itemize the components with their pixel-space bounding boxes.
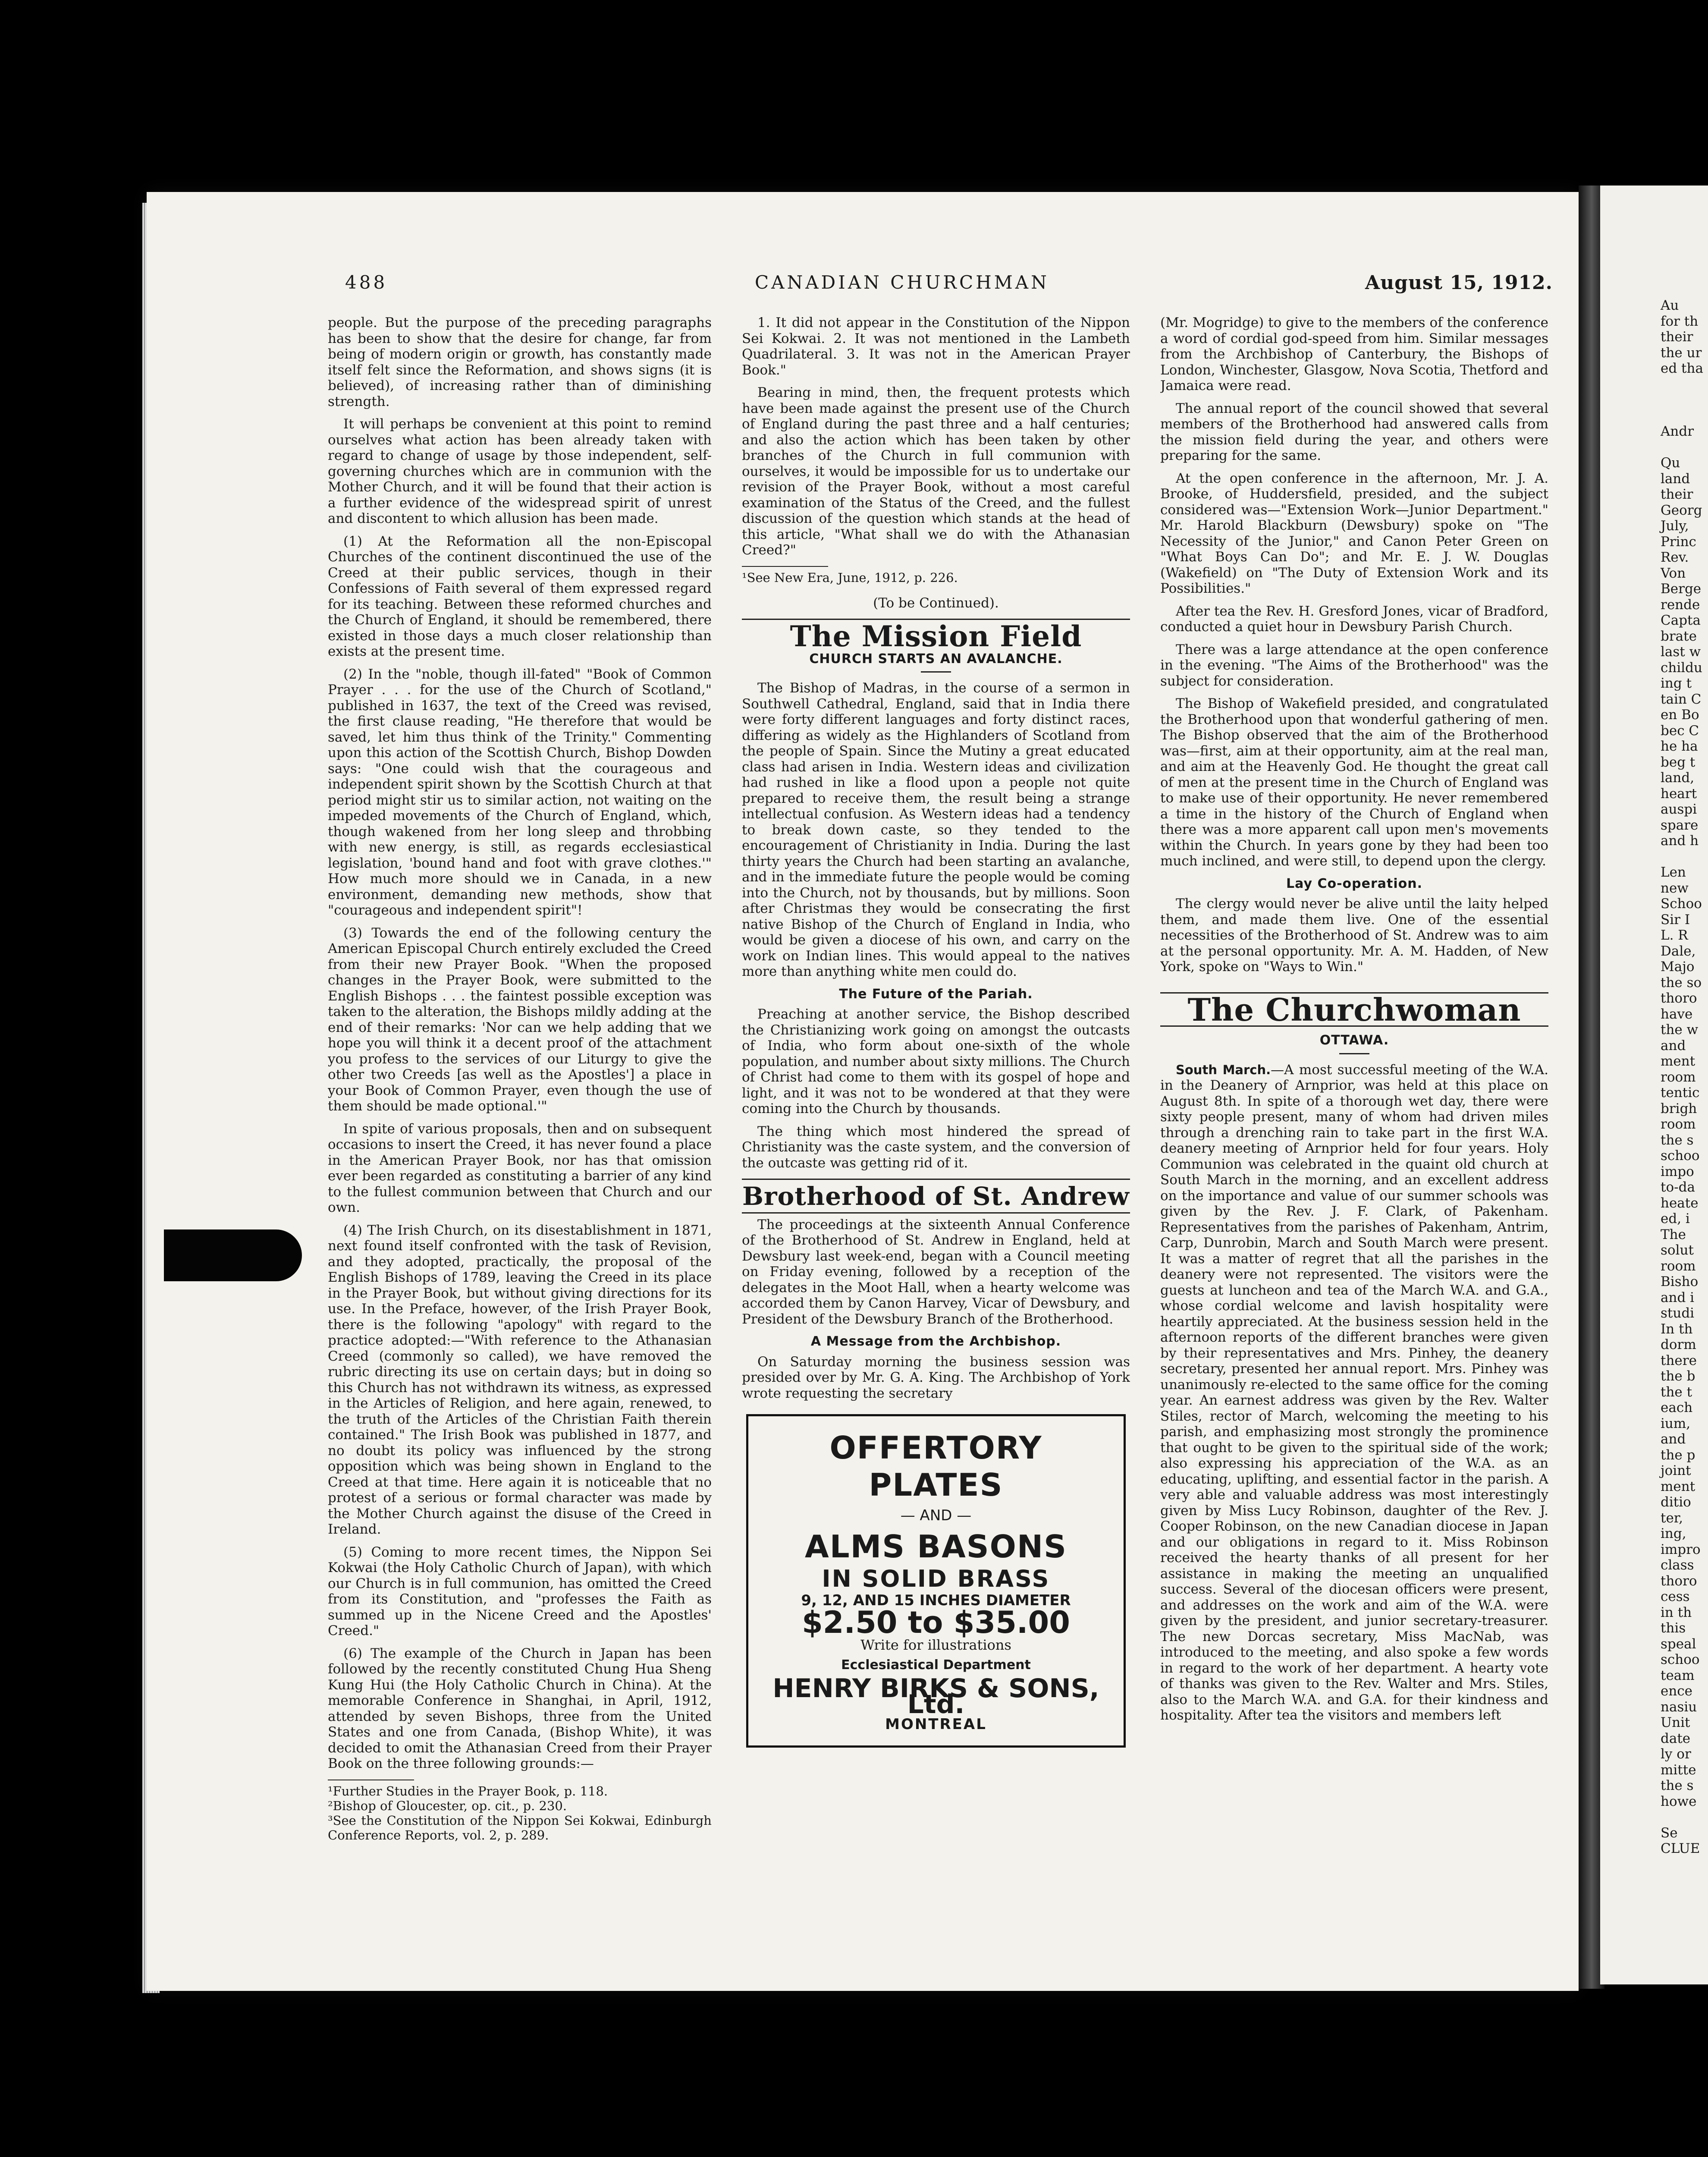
- paragraph: (5) Coming to more recent times, the Nippon Sei Kokwai (the Holy Catholic Church of Japan), with which our Church is in full communion, has omitted the Creed from its Constitution, and "professes the Faith as summed up in the Nicene Creed and the Apostles' Creed.": [328, 1544, 712, 1638]
- next-page-line: en Bo: [1661, 707, 1699, 723]
- next-page-line: and: [1661, 1431, 1686, 1447]
- next-page-line: July,: [1661, 518, 1689, 534]
- issue-date: August 15, 1912.: [1365, 272, 1553, 294]
- next-page-line: beg t: [1661, 754, 1695, 770]
- footnote: ¹Further Studies in the Prayer Book, p. 118.: [328, 1783, 608, 1799]
- next-page-line: Capta: [1661, 613, 1701, 628]
- footnotes: [328, 1784, 712, 1843]
- next-page-line: Unit: [1661, 1715, 1690, 1730]
- next-page-line: studi: [1661, 1305, 1695, 1321]
- next-page-line: their: [1661, 329, 1693, 345]
- paragraph: —A most successful meeting of the W.A. in the Deanery of Arnprior, was held at this place on August 8th. In spite of a thorough wet day, there were sixty people present, many of whom had driven miles through a drenching rain to take part in the first W.A. deanery meeting of Arnprior held for four years. Holy Communion was celebrated in the quaint old church at South March in the morning, and an excellent address on the importance and value of our summer schools was given by the Rev. J. F. Clark, of Pakenham. Representatives from the parishes of Pakenham, Antrim, Carp, Dunrobin, March and South March were present. It was a matter of regret that all the parishes in the deanery were not represented. The visitors were the guests at luncheon and tea of the March W.A. and G.A., whose cordial welcome and lavish hospitality were heartily appreciated. At the business session held in the afternoon reports of the different branches were given by their representatives and Mrs. Pinhey, the deanery secretary, presented her annual report. Mrs. Pinhey was unanimously re-elected to the same office for the coming year. An earnest address was given by the Rev. Walter Stiles, rector of March, welcoming the meeting to his parish, and emphasizing most strongly the prominence that ought to be given to the spiritual side of the work; also expressing his appreciation of the W.A. as an educating, uplifting, and essential factor in the parish. A very able and valuable address was most interestingly given by Miss Lucy Robinson, daughter of the Rev. J. Cooper Robinson, on the new Canadian diocese in Japan and our obligations in regard to it. Miss Robinson received the hearty thanks of all present for her assistance in making the meeting an unqualified success. Several of the diocesan officers were present, and addresses on the work and aim of the W.A. were given by the president, and junior secretary-treasurer. The new Dorcas secretary, Miss MacNab, was introduced to the meeting, and also spoke a few words in regard to the work of her department. A hearty vote of thanks was given to the Rev. Walter and Mrs. Stiles, also to the March W.A. and G.A. for their kindness and hospitality. After tea the visitors and members left: [1160, 1062, 1548, 1723]
- next-page-line: the w: [1661, 1022, 1699, 1038]
- next-page-line: rende: [1661, 597, 1700, 613]
- next-page-line: new: [1661, 880, 1689, 896]
- next-page-line: to-da: [1661, 1179, 1695, 1195]
- ad-and: — AND —: [900, 1507, 972, 1524]
- short-rule: [921, 671, 951, 673]
- next-page-line: the p: [1661, 1447, 1695, 1463]
- next-page-line: Qu: [1661, 455, 1680, 471]
- next-page-line: impo: [1661, 1163, 1694, 1179]
- footnote: ²Bishop of Gloucester, op. cit., p. 230.: [328, 1798, 567, 1813]
- next-page-line: the s: [1661, 1132, 1694, 1148]
- next-page-line: CLUE: [1661, 1841, 1700, 1856]
- next-page-line: class: [1661, 1557, 1694, 1573]
- ad-headline: ALMS BASONS: [805, 1528, 1067, 1565]
- page-clip: [164, 1229, 302, 1281]
- next-page-line: room: [1661, 1258, 1696, 1274]
- run-in-heading: South March.: [1176, 1062, 1271, 1077]
- next-page-line: ing,: [1661, 1526, 1686, 1541]
- paragraph: 1. It did not appear in the Constitution of the Nippon Sei Kokwai. 2. It was not mentioned in the Lambeth Quadrilateral. 3. It was not in the American Prayer Book.": [742, 315, 1130, 378]
- next-page-line: ed tha: [1661, 361, 1703, 376]
- paragraph: In spite of various proposals, then and on subsequent occasions to insert the Creed, it has never found a place in the American Prayer Book, nor has that omission ever been regarded as constituting a barrier of any kind to the fullest communion between that Church and our own.: [328, 1121, 712, 1215]
- paragraph: (3) Towards the end of the following century the American Episcopal Church entirely excluded the Creed from their new Prayer Book. "When the proposed changes in the Prayer Book, were submitted to the English Bishops . . . the faintest possible exception was taken to the alteration, the Bishops mildly adding at the end of their remarks: 'Nor can we help adding that we hope you will think it a decent proof of the attachment you profess to the services of our Liturgy to give the other two Creeds [as well as the Apostles'] a place in your Book of Common Prayer, even though the use of them should be made optional.'": [328, 925, 712, 1114]
- next-page-line: room: [1661, 1069, 1696, 1085]
- next-page-line: brigh: [1661, 1101, 1697, 1116]
- next-page-line: The: [1661, 1226, 1686, 1242]
- paragraph: The Bishop of Madras, in the course of a sermon in Southwell Cathedral, England, said that in India there were forty different languages and forty distinct races, differing as widely as the Highlanders of Scotland from the people of Spain. Since the Mutiny a great educated class had arisen in India. Western ideas and civilization had rushed in like a flood upon a people not quite prepared to receive them, the result being a strange intellectual confusion. As Western ideas had a tendency to break down caste, so they tended to the encouragement of Christianity in India. During the last thirty years the Church had been starting an avalanche, and in the immediate future the people would be coming into the Church, not by thousands, but by millions. Soon after Christmas they would be consecrating the first native Bishop of the Church of England in India, who would be given a diocese of his own, and carry on the work on Indian lines. This would appeal to the natives more than anything white men could do.: [742, 680, 1130, 979]
- next-page-line: Bisho: [1661, 1274, 1699, 1289]
- next-page-line: land: [1661, 471, 1690, 487]
- next-page-line: the s: [1661, 1778, 1694, 1793]
- next-page-line: howe: [1661, 1793, 1697, 1809]
- paragraph: The thing which most hindered the spread of Christianity was the caste system, and the conversion of the outcaste was getting rid of it.: [742, 1123, 1130, 1171]
- next-page-line: childu: [1661, 660, 1702, 676]
- next-page-line: and i: [1661, 1289, 1695, 1305]
- next-page-line: this: [1661, 1620, 1686, 1636]
- next-page-line: the ur: [1661, 345, 1702, 361]
- paragraph: On Saturday morning the business session was presided over by Mr. G. A. King. The Archbishop of York wrote requesting the secretary: [742, 1354, 1130, 1401]
- next-page-line: Von: [1661, 565, 1686, 581]
- next-page-fragment: [1600, 186, 1708, 1984]
- next-page-line: Majo: [1661, 959, 1695, 975]
- column-3: [1160, 315, 1548, 1902]
- paragraph: The clergy would never be alive until the laity helped them, and made them live. One of the essential necessities of the Brotherhood of St. Andrew was to aim at the personal opportunity. Mr. A. M. Hadden, of New York, spoke on "Ways to Win.": [1160, 896, 1548, 975]
- next-page-line: ium,: [1661, 1415, 1691, 1431]
- next-page-line: their: [1661, 487, 1693, 502]
- ad-price: $2.50 to $35.00: [802, 1604, 1070, 1640]
- next-page-line: Georg: [1661, 502, 1702, 518]
- next-page-line: nasiu: [1661, 1699, 1697, 1715]
- paragraph: Bearing in mind, then, the frequent protests which have been made against the present use of the Church of England during the past three and a half centuries; and also the action which has been taken by other branches of the Church in full communion with ourselves, it would be impossible for us to undertake our revision of the Prayer Book, without a most careful examination of the Status of the Creed, and the fullest discussion of the question which stands at the head of this article, "What shall we do with the Athanasian Creed?": [742, 385, 1130, 558]
- next-page-line: and h: [1661, 833, 1699, 849]
- column-2: [742, 315, 1130, 1877]
- paragraph: (6) The example of the Church in Japan has been followed by the recently constituted Chung Hua Sheng Kung Hui (the Holy Catholic Church in China). At the memorable Conference in Shanghai, in April, 1912, attended by seven Bishops, three from the United States and one from Canada, (Bishop White), it was decided to omit the Athanasian Creed from their Prayer Book on the three following grounds:—: [328, 1645, 712, 1771]
- publication-title: CANADIAN CHURCHMAN: [755, 272, 1049, 293]
- paragraph: The proceedings at the sixteenth Annual Conference of the Brotherhood of St. Andrew in England, held at Dewsbury last week-end, began with a Council meeting on Friday evening, followed by a reception of the delegates in the Moot Hall, when a hearty welcome was accorded them by Canon Harvey, Vicar of Dewsbury, and President of the Dewsbury Branch of the Brotherhood.: [742, 1217, 1130, 1327]
- next-page-line: heate: [1661, 1195, 1699, 1211]
- paragraph: The Bishop of Wakefield presided, and congratulated the Brotherhood upon that wonderful gathering of men. The Bishop observed that the aim of the Brotherhood was—first, aim at their opportunity, aim at the real man, and aim at the Heavenly God. He thought the great call of men at the present time in the Church of England was to make use of their opportunity. He never remembered a time in the history of the Church of England when there was a more apparent call upon men's movements within the Church. In years gone by they had been too much inclined, and were still, to depend upon the clergy.: [1160, 696, 1548, 869]
- next-page-line: for th: [1661, 313, 1699, 329]
- article-subheading: The Future of the Pariah.: [839, 986, 1033, 1002]
- paragraph: After tea the Rev. H. Gresford Jones, vicar of Bradford, conducted a quiet hour in Dewsbury Parish Church.: [1160, 603, 1548, 635]
- next-page-line: Schoo: [1661, 896, 1702, 912]
- next-page-line: and: [1661, 1038, 1686, 1053]
- next-page-line: speal: [1661, 1636, 1696, 1652]
- next-page-line: thoro: [1661, 990, 1697, 1006]
- next-page-line: the t: [1661, 1384, 1692, 1400]
- paragraph: people. But the purpose of the preceding paragraphs has been to show that the desire for change, far from being of modern origin or growth, has constantly made itself felt since the Reformation, and shows signs (it is believed), of increasing rather than of diminishing strength.: [328, 315, 712, 409]
- footnote: ¹See New Era, June, 1912, p. 226.: [742, 570, 958, 585]
- column-1: [328, 315, 712, 1868]
- paragraph: (2) In the "noble, though ill-fated" "Book of Common Prayer . . . for the use of the Church of Scotland," published in 1637, the text of the Creed was revised, the first clause reading, "He therefore that would be saved, let him thus think of the Trinity." Commenting upon this action of the Scottish Church, Bishop Dowden says: "One could wish that the courageous and independent spirit shown by the Scottish Church at that period might stir us to similar action, not waiting on the impeded movements of the Church of England, which, though wakened from her long sleep and throbbing with new energy, is still, as regards ecclesiastical legislation, 'bound hand and foot with grave clothes.'" How much more should we in Canada, in a new environment, demanding new methods, show that "courageous and independent spirit"!: [328, 666, 712, 918]
- next-page-line: the so: [1661, 975, 1702, 990]
- next-page-line: ing t: [1661, 676, 1692, 691]
- next-page-line: tentic: [1661, 1085, 1700, 1101]
- next-page-line: the b: [1661, 1368, 1695, 1384]
- next-page-line: ence: [1661, 1683, 1693, 1699]
- page-header: [345, 272, 1553, 306]
- next-page-line: date: [1661, 1730, 1691, 1746]
- next-page-line: Dale,: [1661, 943, 1696, 959]
- ad-department: Ecclesiastical Department: [841, 1657, 1031, 1673]
- paragraph: (1) At the Reformation all the non-Episcopal Churches of the continent discontinued the use of the Creed at their public services, though in their Confessions of Faith several of them expressed regard for its teaching. Between these reformed churches and the Church of England, it should be remembered, there existed in those days a much closer relationship than exists at the present time.: [328, 533, 712, 659]
- article-subheading: Lay Co-operation.: [1286, 876, 1422, 891]
- next-page-line: joint: [1661, 1463, 1691, 1478]
- next-page-line: Se: [1661, 1825, 1678, 1841]
- next-page-line: there: [1661, 1352, 1697, 1368]
- paragraph: It will perhaps be convenient at this point to remind ourselves what action has been already taken with regard to change of usage by those independent, self-governing churches which are in communion with the Mother Church, and it will be found that their action is a further evidence of the widespread spirit of unrest and discontent to which allusion has been made.: [328, 416, 712, 526]
- next-page-line: Andr: [1661, 424, 1694, 439]
- next-page-line: ditio: [1661, 1494, 1691, 1510]
- next-page-line: thoro: [1661, 1573, 1697, 1589]
- next-page-line: have: [1661, 1006, 1693, 1022]
- next-page-line: Au: [1661, 298, 1679, 313]
- next-page-line: land,: [1661, 770, 1695, 786]
- diocese-heading: OTTAWA.: [1319, 1033, 1389, 1048]
- brotherhood-heading: Brotherhood of St. Andrew: [742, 1182, 1130, 1211]
- next-page-line: tain C: [1661, 691, 1702, 707]
- short-rule: [1339, 1053, 1369, 1054]
- next-page-line: ed, i: [1661, 1211, 1690, 1226]
- brass-plates-advertisement: [746, 1414, 1126, 1748]
- to-be-continued: (To be Continued).: [873, 595, 999, 611]
- paragraph: (4) The Irish Church, on its disestablishment in 1871, next found itself confronted with the task of Revision, and they adopted, practically, the proposal of the English Bishops of 1789, leaving the Creed in its place in the Prayer Book, but without giving directions for its use. In the Preface, however, of the Irish Prayer Book, there is the following "apology" with regard to the practice adopted:—"With reference to the Athanasian Creed (commonly so called), we have removed the rubric directing its use on certain days; but in doing so this Church has not withdrawn its witness, as expressed in the Articles of Religion, and here again, renewed, to the truth of the Articles of the Christian Faith therein contained." The Irish Book was published in 1877, and no doubt its policy was influenced by the strong opposition which was being shown in England to the Creed at that time. Here again it is noticeable that no protest of a serious or formal character was made by the Mother Church against the disuse of the Creed in Ireland.: [328, 1222, 712, 1537]
- paragraph: The annual report of the council showed that several members of the Brotherhood had answered calls from the mission field during the year, and others were preparing for the same.: [1160, 400, 1548, 463]
- mission-field-heading: The Mission Field: [790, 619, 1082, 653]
- next-page-line: Rev.: [1661, 550, 1689, 565]
- next-page-line: heart: [1661, 786, 1697, 802]
- next-page-line: schoo: [1661, 1148, 1700, 1163]
- next-page-line: last w: [1661, 644, 1701, 660]
- section-rule: [742, 1212, 1130, 1214]
- page-number: 488: [345, 272, 388, 293]
- next-page-line: mitte: [1661, 1762, 1696, 1778]
- article-subheading: CHURCH STARTS AN AVALANCHE.: [809, 651, 1063, 667]
- next-page-line: ter,: [1661, 1510, 1683, 1526]
- article-subheading: A Message from the Archbishop.: [810, 1334, 1061, 1349]
- paragraph: There was a large attendance at the open conference in the evening. "The Aims of the Brotherhood" was the subject for consideration.: [1160, 641, 1548, 689]
- next-page-line: ment: [1661, 1478, 1695, 1494]
- next-page-line: impro: [1661, 1541, 1701, 1557]
- ad-sizes: 9, 12, AND 15 INCHES DIAMETER: [801, 1592, 1071, 1609]
- next-page-line: Princ: [1661, 534, 1696, 550]
- next-page-line: in th: [1661, 1604, 1692, 1620]
- paragraph: At the open conference in the afternoon, Mr. J. A. Brooke, of Huddersfield, presided, and the subject considered was—"Extension Work—Junior Department." Mr. Harold Blackburn (Dewsbury) spoke on "The Necessity of the Junior," and Canon Peter Green on "What Boys Can Do"; and Mr. E. J. W. Douglas (Wakefield) on "The Duty of Extension Work and its Possibilities.": [1160, 470, 1548, 596]
- next-page-line: auspi: [1661, 802, 1697, 817]
- ad-city: MONTREAL: [885, 1716, 987, 1733]
- churchwoman-heading: The Churchwoman: [1187, 991, 1521, 1028]
- next-page-line: Len: [1661, 865, 1686, 880]
- footnote: ³See the Constitution of the Nippon Sei Kokwai, Edinburgh Conference Reports, vol. 2, p. 289.: [328, 1813, 712, 1843]
- next-page-line: he ha: [1661, 739, 1698, 754]
- footnote-rule: [742, 566, 828, 567]
- next-page-line: schoo: [1661, 1652, 1700, 1667]
- next-page-line: spare: [1661, 817, 1699, 833]
- section-rule: [742, 1179, 1130, 1180]
- next-page-line: solut: [1661, 1242, 1694, 1258]
- paragraph: (Mr. Mogridge) to give to the members of the conference a word of cordial god-speed from him. Similar messages from the Archbishop of Canterbury, the Bishops of London, Winchester, Glasgow, Nova Scotia, Thetford and Jamaica were read.: [1160, 315, 1548, 393]
- next-page-line: In th: [1661, 1321, 1693, 1337]
- next-page-line: each: [1661, 1400, 1693, 1415]
- ad-firm: HENRY BIRKS & SONS, Ltd.: [772, 1673, 1099, 1720]
- next-page-line: room: [1661, 1116, 1696, 1132]
- next-page-line: bec C: [1661, 723, 1699, 739]
- next-page-line: ly or: [1661, 1746, 1691, 1762]
- next-page-line: dorm: [1661, 1337, 1696, 1352]
- paragraph: Preaching at another service, the Bishop described the Christianizing work going on amongst the outcasts of India, who form about one-sixth of the whole population, and number about sixty millions. The Church of Christ had come to them with its gospel of hope and light, and it was not to be wondered at that they were coming into the Church by thousands.: [742, 1006, 1130, 1116]
- next-page-line: ment: [1661, 1053, 1695, 1069]
- next-page-line: brate: [1661, 628, 1697, 644]
- ad-write: Write for illustrations: [860, 1637, 1011, 1653]
- ad-headline: OFFERTORY PLATES: [829, 1430, 1042, 1503]
- next-page-line: team: [1661, 1667, 1695, 1683]
- next-page-line: Sir I: [1661, 912, 1690, 928]
- ad-material: IN SOLID BRASS: [822, 1565, 1050, 1592]
- next-page-line: Berge: [1661, 581, 1702, 597]
- next-page-line: cess: [1661, 1589, 1690, 1604]
- next-page-line: L. R: [1661, 928, 1688, 943]
